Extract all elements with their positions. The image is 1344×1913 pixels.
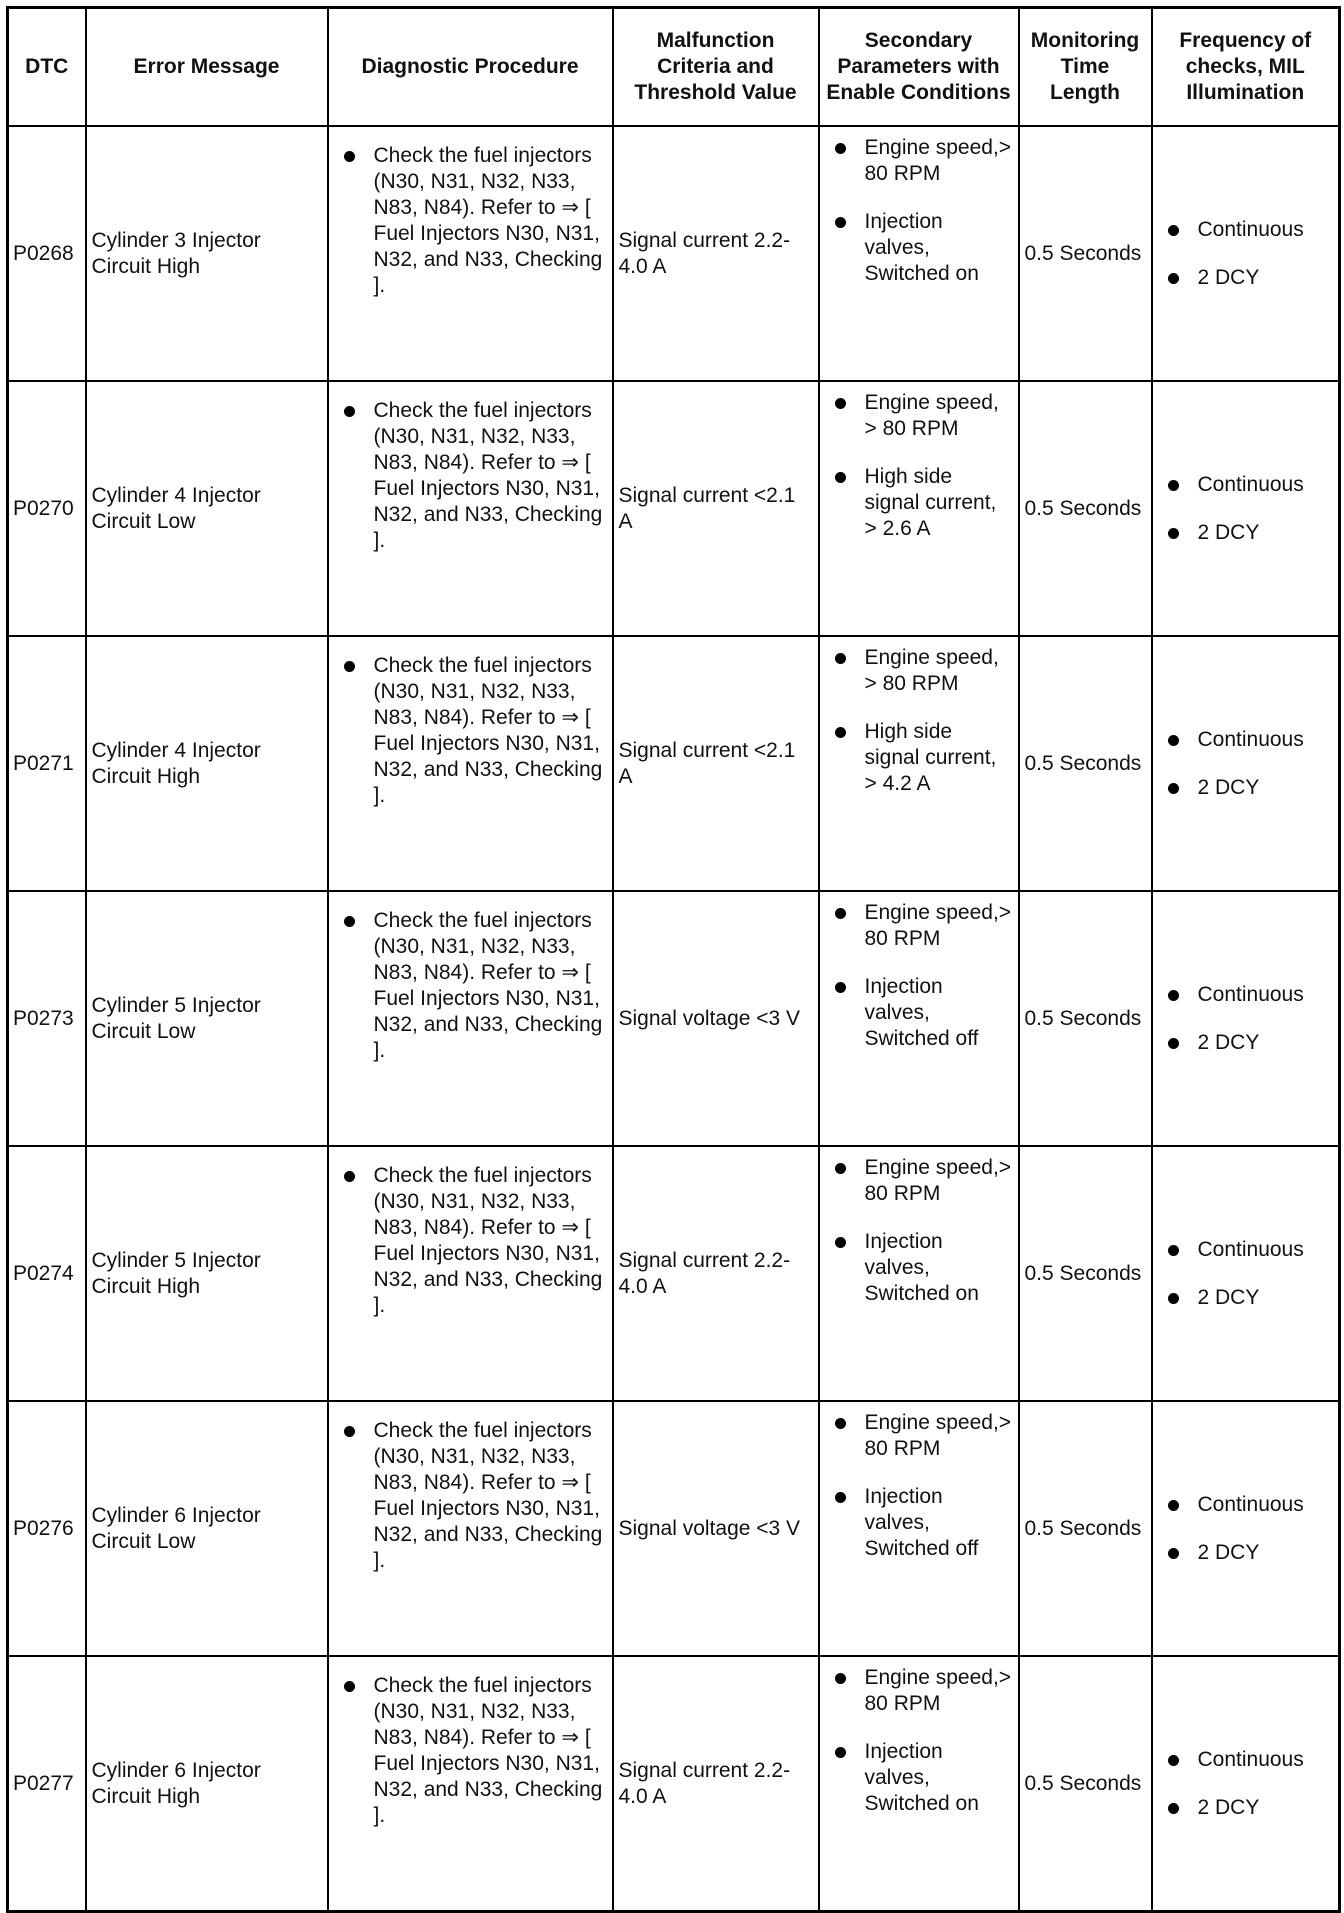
frequency-item xyxy=(1158,217,1334,243)
malfunction-criteria: Signal voltage <3 V xyxy=(613,1401,819,1656)
procedure-list xyxy=(334,143,607,299)
frequency-list xyxy=(1158,1747,1334,1821)
malfunction-criteria: Signal current 2.2-4.0 A xyxy=(613,126,819,381)
header-dtc: DTC xyxy=(8,8,86,127)
table-row xyxy=(8,891,1340,1146)
secondary-item xyxy=(825,1229,1013,1307)
bullet-icon xyxy=(835,1237,846,1248)
secondary-parameters xyxy=(819,636,1019,891)
secondary-text: High side signal current, > 4.2 A xyxy=(864,720,997,795)
secondary-list xyxy=(825,135,1013,287)
secondary-item xyxy=(825,645,1013,697)
monitoring-time: 0.5 Seconds xyxy=(1019,1401,1152,1656)
bullet-icon xyxy=(835,217,846,228)
bullet-icon xyxy=(1168,990,1179,1001)
frequency-text: Continuous xyxy=(1197,217,1304,241)
procedure-text: Check the fuel injectors (N30, N31, N32, N33, N83, N84). Refer to ⇒ [ Fuel Injectors N30, N31, N32, and N33, Checking ]. xyxy=(373,654,603,807)
bullet-icon xyxy=(1168,225,1179,236)
secondary-text: Engine speed,> 80 RPM xyxy=(864,1156,1012,1205)
monitoring-time: 0.5 Seconds xyxy=(1019,891,1152,1146)
procedure-item xyxy=(334,1418,607,1574)
bullet-icon xyxy=(344,916,355,927)
procedure-text: Check the fuel injectors (N30, N31, N32, N33, N83, N84). Refer to ⇒ [ Fuel Injectors N30, N31, N32, and N33, Checking ]. xyxy=(373,1164,603,1317)
monitoring-time: 0.5 Seconds xyxy=(1019,126,1152,381)
header-frequency: Frequency of checks, MIL Illumination xyxy=(1152,8,1340,127)
bullet-icon xyxy=(1168,735,1179,746)
bullet-icon xyxy=(344,1681,355,1692)
frequency-item xyxy=(1158,1540,1334,1566)
bullet-icon xyxy=(835,982,846,993)
frequency-mil xyxy=(1152,636,1340,891)
secondary-parameters xyxy=(819,381,1019,636)
frequency-list xyxy=(1158,217,1334,291)
secondary-list xyxy=(825,1665,1013,1817)
procedure-item xyxy=(334,1673,607,1829)
frequency-text: Continuous xyxy=(1197,982,1304,1006)
table-body xyxy=(8,126,1340,1912)
table-row xyxy=(8,1656,1340,1912)
frequency-item xyxy=(1158,1030,1334,1056)
frequency-item xyxy=(1158,520,1334,546)
header-monitoring-time: Monitoring Time Length xyxy=(1019,8,1152,127)
secondary-text: Injection valves, Switched off xyxy=(864,975,979,1050)
secondary-parameters xyxy=(819,891,1019,1146)
procedure-item xyxy=(334,908,607,1064)
frequency-item xyxy=(1158,982,1334,1008)
error-message: Cylinder 6 Injector Circuit Low xyxy=(86,1401,328,1656)
error-message: Cylinder 5 Injector Circuit High xyxy=(86,1146,328,1401)
error-message: Cylinder 6 Injector Circuit High xyxy=(86,1656,328,1912)
bullet-icon xyxy=(835,398,846,409)
procedure-text: Check the fuel injectors (N30, N31, N32, N33, N83, N84). Refer to ⇒ [ Fuel Injectors N30, N31, N32, and N33, Checking ]. xyxy=(373,1419,603,1572)
secondary-item xyxy=(825,135,1013,187)
secondary-item xyxy=(825,1665,1013,1717)
frequency-text: 2 DCY xyxy=(1197,520,1260,544)
secondary-list xyxy=(825,900,1013,1052)
dtc-table xyxy=(6,6,1341,1913)
secondary-item xyxy=(825,1155,1013,1207)
secondary-list xyxy=(825,645,1013,797)
secondary-parameters xyxy=(819,1401,1019,1656)
malfunction-criteria: Signal current <2.1 A xyxy=(613,636,819,891)
secondary-item xyxy=(825,464,1013,542)
secondary-item xyxy=(825,1484,1013,1562)
diagnostic-procedure xyxy=(328,636,613,891)
bullet-icon xyxy=(1168,1038,1179,1049)
bullet-icon xyxy=(1168,1548,1179,1559)
frequency-item xyxy=(1158,1237,1334,1263)
bullet-icon xyxy=(1168,528,1179,539)
procedure-item xyxy=(334,1163,607,1319)
header-diagnostic-procedure: Diagnostic Procedure xyxy=(328,8,613,127)
frequency-text: 2 DCY xyxy=(1197,1795,1260,1819)
secondary-item xyxy=(825,390,1013,442)
dtc-code: P0268 xyxy=(8,126,86,381)
bullet-icon xyxy=(835,1492,846,1503)
secondary-text: Engine speed, > 80 RPM xyxy=(864,391,999,440)
frequency-list xyxy=(1158,727,1334,801)
procedure-item xyxy=(334,398,607,554)
frequency-mil xyxy=(1152,126,1340,381)
frequency-item xyxy=(1158,1492,1334,1518)
dtc-code: P0271 xyxy=(8,636,86,891)
secondary-item xyxy=(825,209,1013,287)
frequency-item xyxy=(1158,265,1334,291)
diagnostic-procedure xyxy=(328,1146,613,1401)
dtc-code: P0273 xyxy=(8,891,86,1146)
procedure-item xyxy=(334,143,607,299)
diagnostic-procedure xyxy=(328,126,613,381)
diagnostic-procedure xyxy=(328,1656,613,1912)
frequency-list xyxy=(1158,1492,1334,1566)
frequency-text: Continuous xyxy=(1197,1492,1304,1516)
secondary-text: Injection valves, Switched on xyxy=(864,1230,979,1305)
diagnostic-procedure xyxy=(328,891,613,1146)
frequency-item xyxy=(1158,775,1334,801)
malfunction-criteria: Signal current <2.1 A xyxy=(613,381,819,636)
secondary-text: Injection valves, Switched on xyxy=(864,1740,979,1815)
frequency-text: Continuous xyxy=(1197,1237,1304,1261)
bullet-icon xyxy=(344,406,355,417)
bullet-icon xyxy=(1168,1293,1179,1304)
procedure-item xyxy=(334,653,607,809)
bullet-icon xyxy=(835,472,846,483)
secondary-parameters xyxy=(819,1656,1019,1912)
bullet-icon xyxy=(835,727,846,738)
frequency-text: 2 DCY xyxy=(1197,775,1260,799)
secondary-item xyxy=(825,1739,1013,1817)
frequency-list xyxy=(1158,1237,1334,1311)
procedure-list xyxy=(334,1673,607,1829)
monitoring-time: 0.5 Seconds xyxy=(1019,1656,1152,1912)
monitoring-time: 0.5 Seconds xyxy=(1019,381,1152,636)
bullet-icon xyxy=(1168,1500,1179,1511)
procedure-list xyxy=(334,908,607,1064)
procedure-list xyxy=(334,1418,607,1574)
bullet-icon xyxy=(835,1163,846,1174)
frequency-item xyxy=(1158,1795,1334,1821)
error-message: Cylinder 4 Injector Circuit High xyxy=(86,636,328,891)
header-secondary-parameters: Secondary Parameters with Enable Conditions xyxy=(819,8,1019,127)
bullet-icon xyxy=(1168,480,1179,491)
frequency-item xyxy=(1158,1747,1334,1773)
frequency-text: Continuous xyxy=(1197,472,1304,496)
diagnostic-procedure xyxy=(328,1401,613,1656)
frequency-list xyxy=(1158,982,1334,1056)
malfunction-criteria: Signal current 2.2-4.0 A xyxy=(613,1656,819,1912)
monitoring-time: 0.5 Seconds xyxy=(1019,636,1152,891)
procedure-text: Check the fuel injectors (N30, N31, N32, N33, N83, N84). Refer to ⇒ [ Fuel Injectors N30, N31, N32, and N33, Checking ]. xyxy=(373,144,603,297)
secondary-list xyxy=(825,1410,1013,1562)
table-row xyxy=(8,1146,1340,1401)
secondary-item xyxy=(825,1410,1013,1462)
secondary-text: Injection valves, Switched on xyxy=(864,210,979,285)
frequency-text: 2 DCY xyxy=(1197,1285,1260,1309)
bullet-icon xyxy=(835,908,846,919)
table-row xyxy=(8,1401,1340,1656)
frequency-text: 2 DCY xyxy=(1197,1540,1260,1564)
secondary-text: Engine speed,> 80 RPM xyxy=(864,1666,1012,1715)
table-header xyxy=(8,8,1340,127)
error-message: Cylinder 3 Injector Circuit High xyxy=(86,126,328,381)
frequency-mil xyxy=(1152,1656,1340,1912)
frequency-text: Continuous xyxy=(1197,1747,1304,1771)
frequency-mil xyxy=(1152,1146,1340,1401)
secondary-list xyxy=(825,390,1013,542)
frequency-text: Continuous xyxy=(1197,727,1304,751)
procedure-text: Check the fuel injectors (N30, N31, N32, N33, N83, N84). Refer to ⇒ [ Fuel Injectors N30, N31, N32, and N33, Checking ]. xyxy=(373,909,603,1062)
frequency-list xyxy=(1158,472,1334,546)
secondary-list xyxy=(825,1155,1013,1307)
secondary-item xyxy=(825,900,1013,952)
error-message: Cylinder 4 Injector Circuit Low xyxy=(86,381,328,636)
secondary-text: Injection valves, Switched off xyxy=(864,1485,979,1560)
monitoring-time: 0.5 Seconds xyxy=(1019,1146,1152,1401)
frequency-mil xyxy=(1152,1401,1340,1656)
frequency-mil xyxy=(1152,381,1340,636)
secondary-text: Engine speed,> 80 RPM xyxy=(864,1411,1012,1460)
procedure-text: Check the fuel injectors (N30, N31, N32, N33, N83, N84). Refer to ⇒ [ Fuel Injectors N30, N31, N32, and N33, Checking ]. xyxy=(373,399,603,552)
secondary-text: Engine speed,> 80 RPM xyxy=(864,136,1012,185)
frequency-item xyxy=(1158,727,1334,753)
procedure-list xyxy=(334,1163,607,1319)
frequency-item xyxy=(1158,472,1334,498)
table-row xyxy=(8,636,1340,891)
table-row xyxy=(8,126,1340,381)
diagnostic-procedure xyxy=(328,381,613,636)
bullet-icon xyxy=(1168,273,1179,284)
bullet-icon xyxy=(1168,783,1179,794)
bullet-icon xyxy=(835,143,846,154)
secondary-item xyxy=(825,719,1013,797)
error-message: Cylinder 5 Injector Circuit Low xyxy=(86,891,328,1146)
dtc-code: P0276 xyxy=(8,1401,86,1656)
frequency-mil xyxy=(1152,891,1340,1146)
procedure-text: Check the fuel injectors (N30, N31, N32, N33, N83, N84). Refer to ⇒ [ Fuel Injectors N30, N31, N32, and N33, Checking ]. xyxy=(373,1674,603,1827)
frequency-text: 2 DCY xyxy=(1197,265,1260,289)
bullet-icon xyxy=(344,1171,355,1182)
procedure-list xyxy=(334,653,607,809)
header-row xyxy=(8,8,1340,127)
secondary-parameters xyxy=(819,1146,1019,1401)
bullet-icon xyxy=(1168,1755,1179,1766)
frequency-text: 2 DCY xyxy=(1197,1030,1260,1054)
bullet-icon xyxy=(835,1747,846,1758)
header-error-message: Error Message xyxy=(86,8,328,127)
bullet-icon xyxy=(344,661,355,672)
dtc-table-container xyxy=(6,6,1338,1827)
dtc-code: P0274 xyxy=(8,1146,86,1401)
secondary-text: Engine speed,> 80 RPM xyxy=(864,901,1012,950)
dtc-code: P0270 xyxy=(8,381,86,636)
bullet-icon xyxy=(1168,1245,1179,1256)
bullet-icon xyxy=(835,1673,846,1684)
bullet-icon xyxy=(835,1418,846,1429)
bullet-icon xyxy=(1168,1803,1179,1814)
secondary-parameters xyxy=(819,126,1019,381)
secondary-text: Engine speed, > 80 RPM xyxy=(864,646,999,695)
bullet-icon xyxy=(344,151,355,162)
dtc-code: P0277 xyxy=(8,1656,86,1912)
malfunction-criteria: Signal current 2.2-4.0 A xyxy=(613,1146,819,1401)
procedure-list xyxy=(334,398,607,554)
malfunction-criteria: Signal voltage <3 V xyxy=(613,891,819,1146)
secondary-text: High side signal current, > 2.6 A xyxy=(864,465,997,540)
bullet-icon xyxy=(344,1426,355,1437)
header-malfunction-criteria: Malfunction Criteria and Threshold Value xyxy=(613,8,819,127)
table-row xyxy=(8,381,1340,636)
frequency-item xyxy=(1158,1285,1334,1311)
secondary-item xyxy=(825,974,1013,1052)
bullet-icon xyxy=(835,653,846,664)
